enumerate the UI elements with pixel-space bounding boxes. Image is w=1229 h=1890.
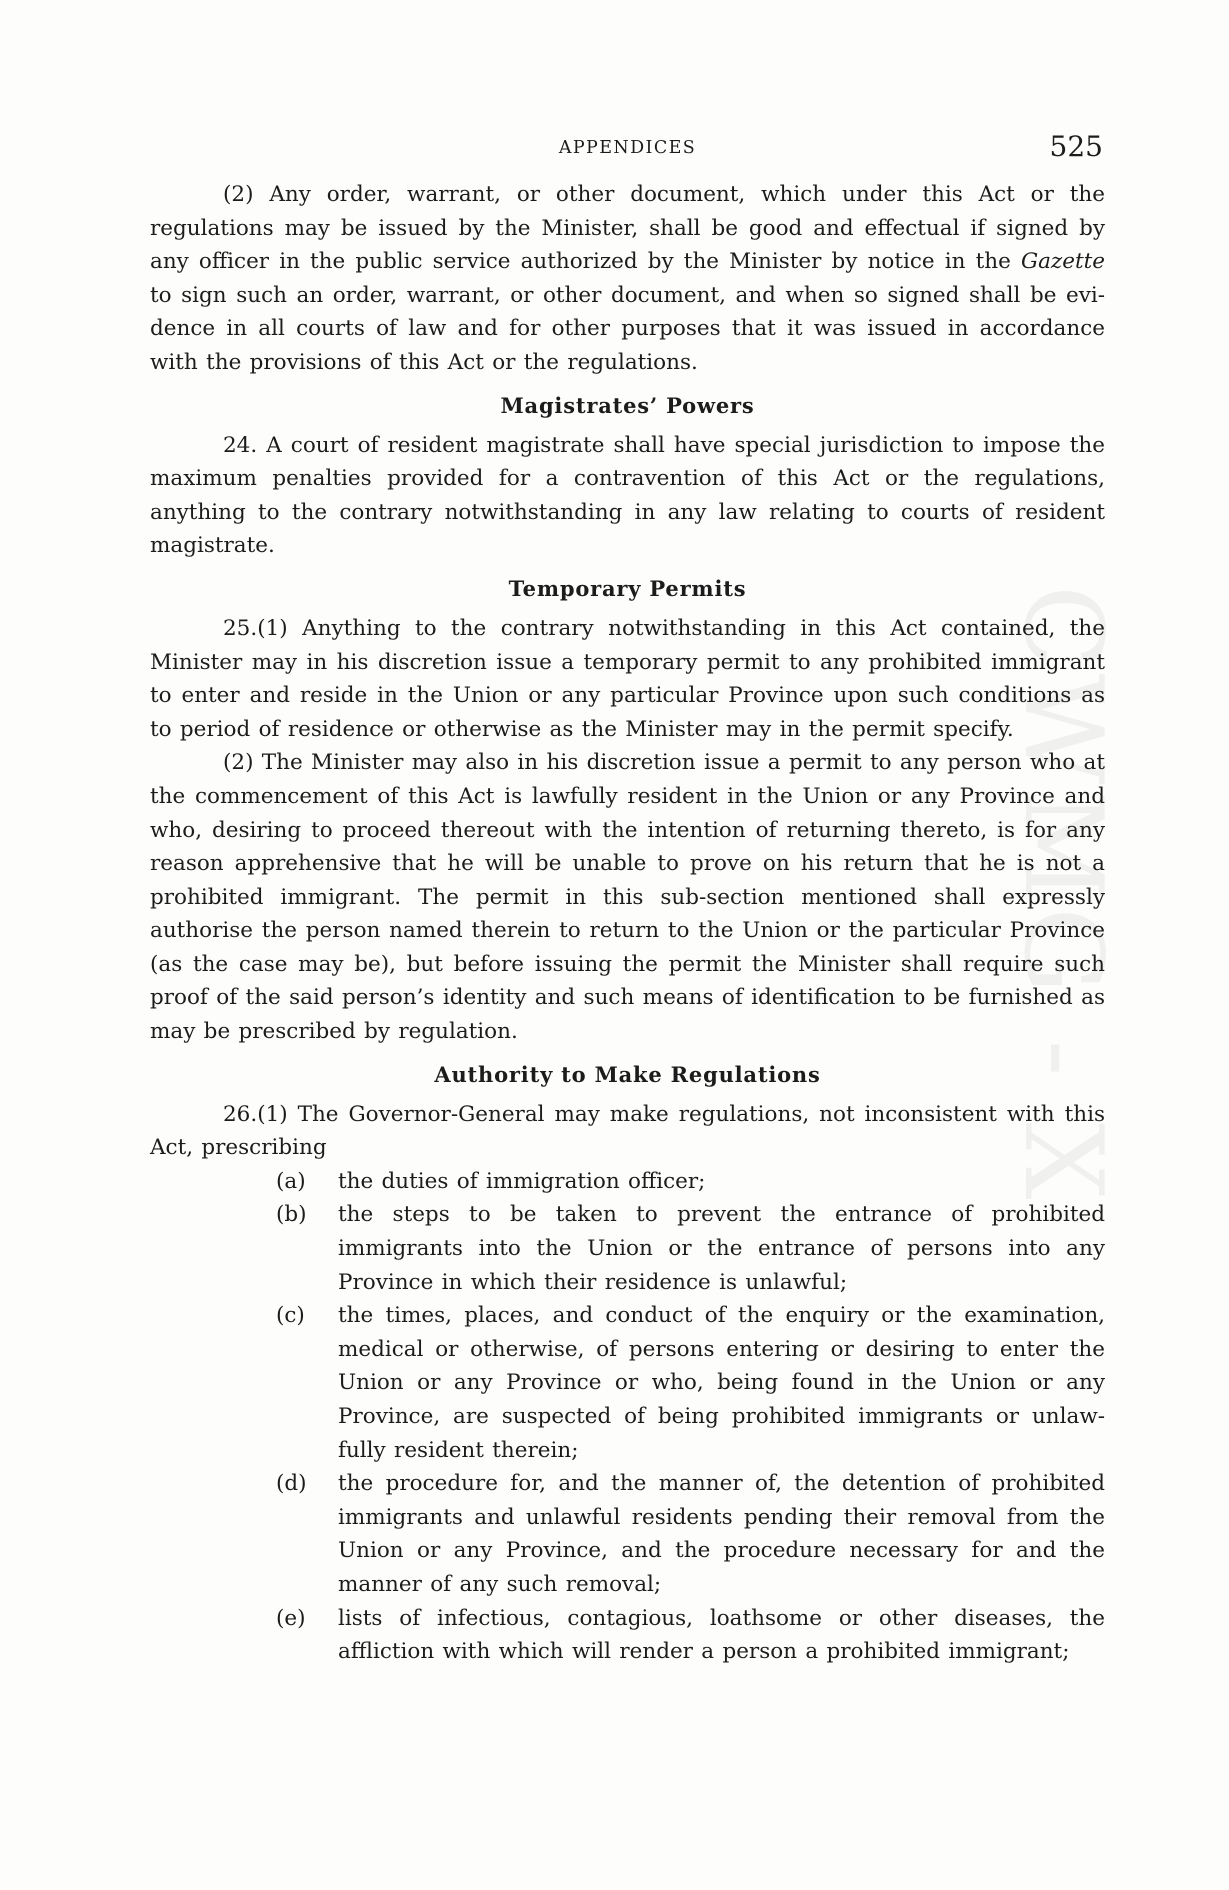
document-page bbox=[150, 130, 1105, 1669]
paragraph-26-1: 26.(1) The Governor-General may make regulations, not inconsistent with this Act, prescribing bbox=[150, 1101, 1105, 1161]
clause-list bbox=[150, 1165, 1105, 1669]
clause-a bbox=[150, 1165, 1105, 1199]
paragraph-25-2: (2) The Minister may also in his discretion issue a permit to any person who at the commencement of this Act is lawfully resident in the Union or any Province and who, desiring to proceed thereout with the intention of returning thereto, is for any reason apprehensive that he will be unable to prove on his return that he is not a prohibited immigrant. The permit in this sub-section mentioned shall expressly authorise the person named therein to return to the Union or the particular Province (as the case may be), but before issuing the permit the Minister shall require such proof of the said person’s identity and such means of identification to be furnished as may be prescribed by regulation. bbox=[150, 750, 1105, 1045]
clause-text: lists of infectious, contagious, loathsome or other diseases, the affliction with which will render a person a prohibited immigrant; bbox=[338, 1605, 1105, 1665]
paragraph-23-2-text-a: (2) Any order, warrant, or other document, which under this Act or the regulations may be issued by the Minister, shall be good and effectual if signed by any officer in the public service authorized by the Minister by notice in the bbox=[150, 182, 1105, 275]
paragraph-23-2 bbox=[150, 178, 1105, 380]
running-title: APPENDICES bbox=[558, 138, 697, 158]
clause-text: the times, places, and conduct of the enquiry or the examination, medical or otherwise, of persons entering or desiring to enter the Union or any Province or who, being found in the Union or any Province, are suspected of being prohibited immigrants or unlawfully resident therein; bbox=[338, 1303, 1105, 1463]
clause-text: the steps to be taken to prevent the entrance of prohibited immigrants into the Union or the entrance of persons into any Province in which their residence is unlawful; bbox=[338, 1202, 1105, 1295]
clause-b bbox=[150, 1198, 1105, 1299]
paragraph-24: 24. A court of resident magistrate shall have special jurisdiction to impose the maximum penalties provided for a contravention of this Act or the regulations, anything to the contrary notwithstanding in any law relating to courts of resident magistrate. bbox=[150, 432, 1105, 559]
heading-temporary-permits: Temporary Permits bbox=[508, 575, 747, 601]
clause-d bbox=[150, 1467, 1105, 1601]
clause-text: the duties of immigration officer; bbox=[338, 1168, 706, 1194]
clause-label: (d) bbox=[276, 1471, 307, 1497]
page-number: 525 bbox=[1049, 130, 1103, 163]
clause-label: (b) bbox=[276, 1202, 307, 1228]
running-header bbox=[150, 130, 1105, 166]
clause-text: the procedure for, and the manner of, the detention of prohibited immigrants and unlawful residents pending their removal from the Union or any Province, and the procedure necessary for and the manner of any such removal; bbox=[338, 1471, 1105, 1597]
gazette-italic: Gazette bbox=[1020, 249, 1105, 275]
clause-e bbox=[150, 1602, 1105, 1669]
paragraph-23-2-text-b: to sign such an order, warrant, or other document, and when so signed shall be evidence in all courts of law and for other purposes that it was issued in accordance with the provisions of this Act or the regulations. bbox=[150, 282, 1105, 375]
clause-c bbox=[150, 1299, 1105, 1467]
clause-label: (e) bbox=[276, 1605, 306, 1631]
watermark: CWMG - X bbox=[1000, 585, 1125, 1206]
clause-label: (a) bbox=[276, 1168, 306, 1194]
clause-label: (c) bbox=[276, 1303, 305, 1329]
heading-authority-to-make-regulations: Authority to Make Regulations bbox=[434, 1061, 821, 1087]
heading-magistrates-powers: Magistrates’ Powers bbox=[500, 392, 755, 418]
paragraph-25-1: 25.(1) Anything to the contrary notwithstanding in this Act contained, the Minister may in his discretion issue a temporary permit to any prohibited immigrant to enter and reside in the Union or any particular Province upon such conditions as to period of residence or otherwise as the Minister may in the permit specify. bbox=[150, 615, 1105, 742]
